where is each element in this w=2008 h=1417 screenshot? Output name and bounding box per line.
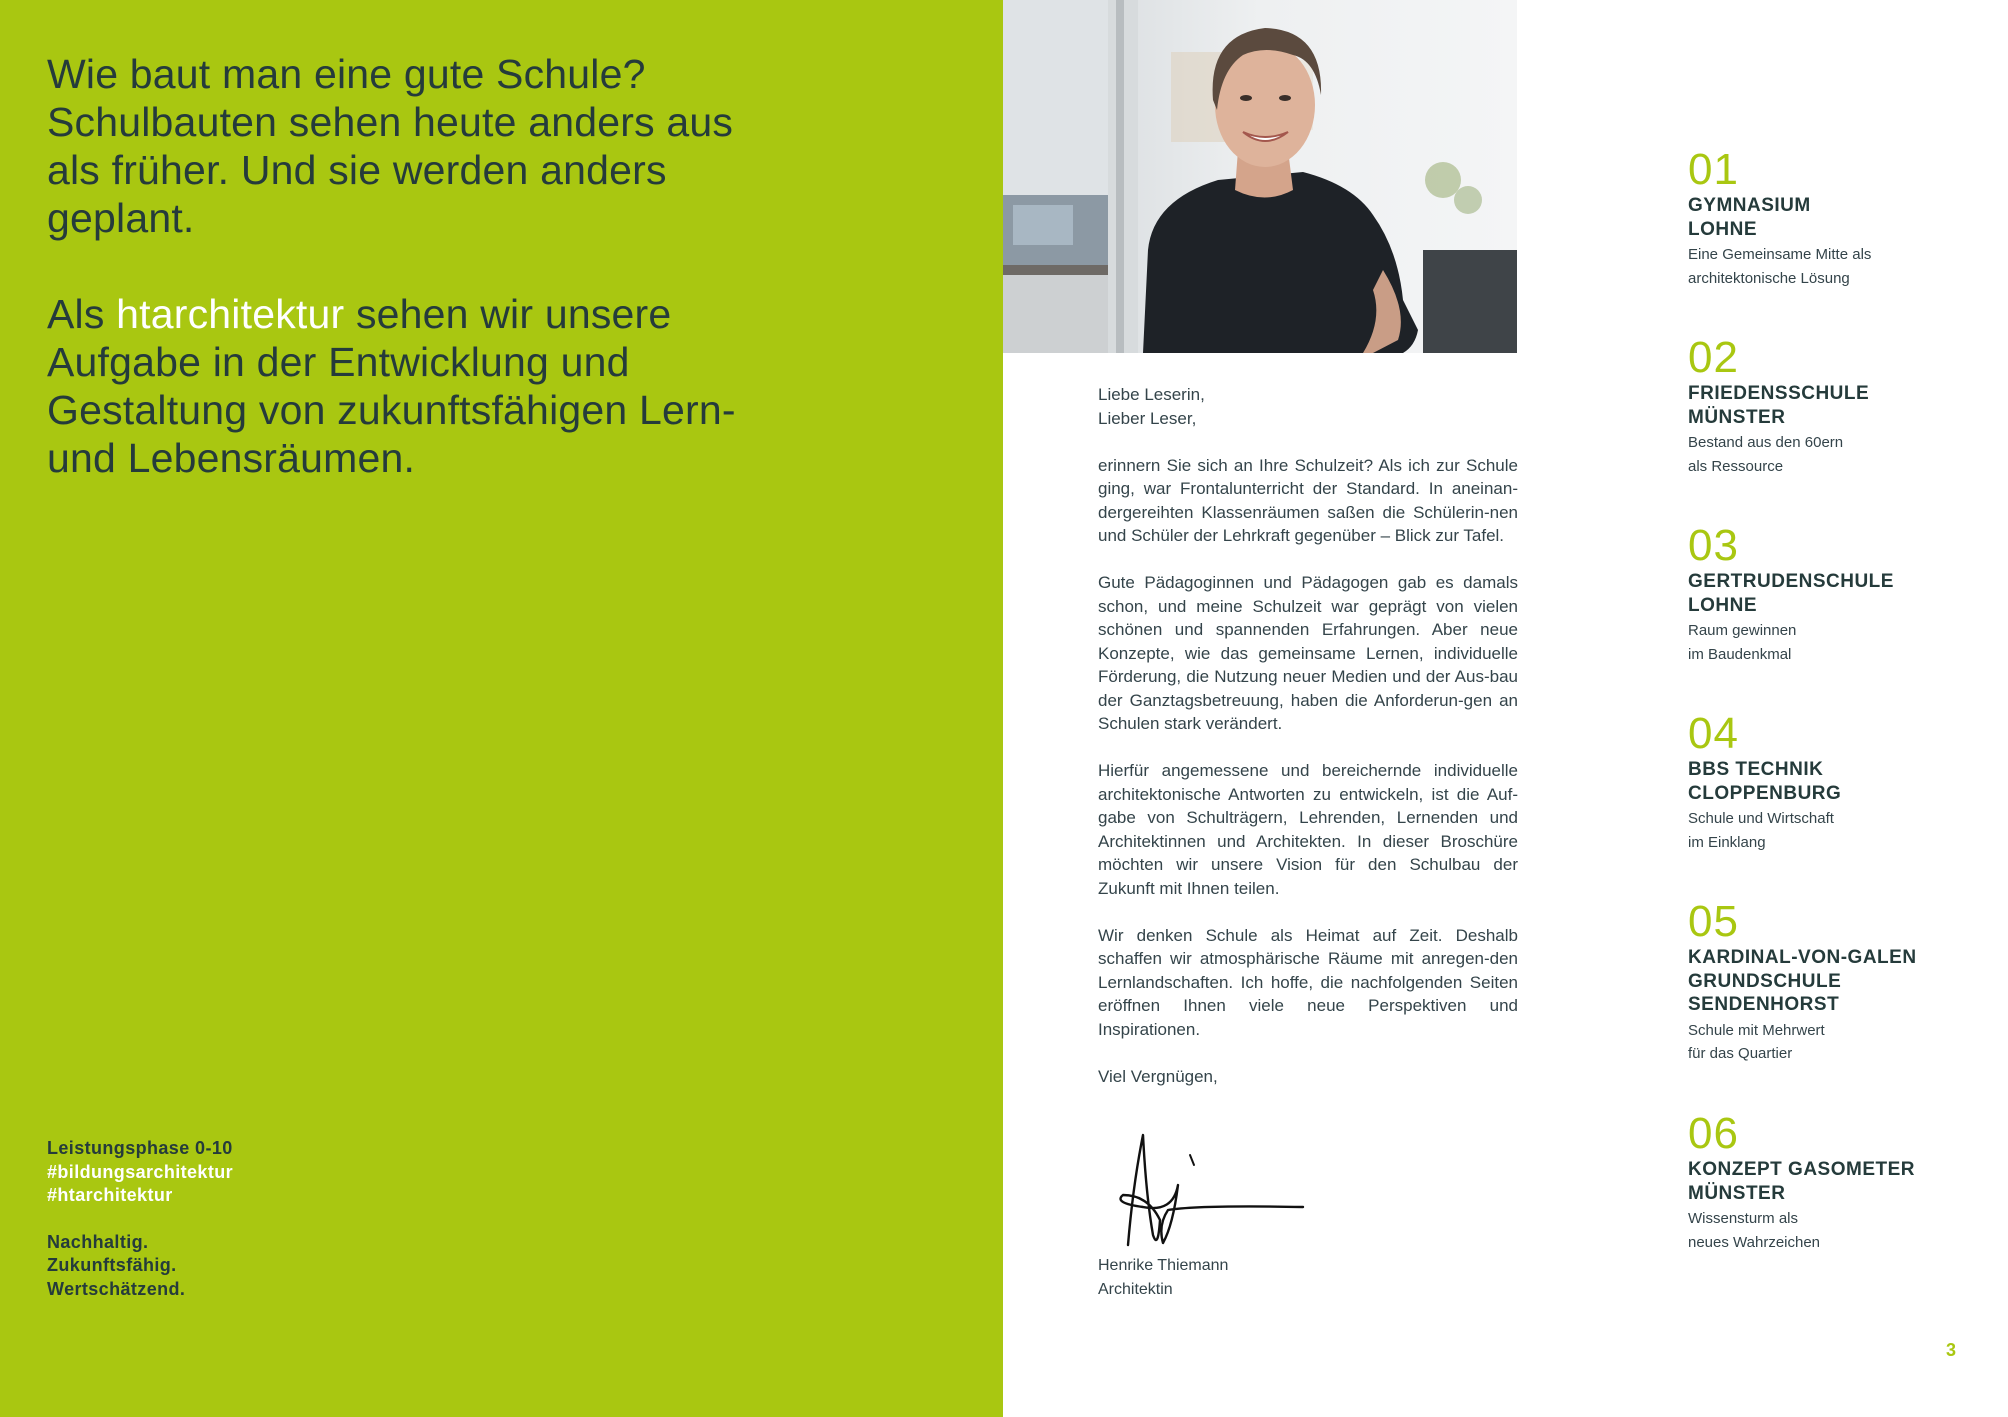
closing: Viel Vergnügen, (1098, 1066, 1218, 1086)
salutation (1098, 383, 1518, 430)
toc-title: KARDINAL-VON-GALEN GRUNDSCHULE SENDENHORST (1688, 947, 1917, 1015)
hashtag: #htarchitektur (47, 1185, 173, 1205)
signer-name: Henrike Thiemann (1098, 1257, 1229, 1274)
toc-subtitle: Schule und Wirtschaft im Einklang (1688, 810, 1834, 851)
toc-title: BBS TECHNIK CLOPPENBURG (1688, 759, 1842, 804)
toc-title: GYMNASIUM LOHNE (1688, 195, 1811, 240)
toc-number: 05 (1688, 897, 1739, 946)
hashtag: #bildungsarchitektur (47, 1161, 234, 1182)
toc-number: 02 (1688, 333, 1739, 382)
value-statement: Wertschätzend. (47, 1278, 186, 1299)
toc-title: KONZEPT GASOMETER MÜNSTER (1688, 1159, 1916, 1204)
toc-title: GERTRUDENSCHULE LOHNE (1688, 571, 1894, 616)
toc-item[interactable] (1688, 521, 1988, 666)
value-statement: Zukunftsfähig. (47, 1255, 177, 1275)
salutation-line: Liebe Leserin, (1098, 385, 1205, 404)
brand-name: htarchitektur (116, 291, 345, 337)
page-number: 3 (1946, 1340, 1957, 1360)
toc-number: 01 (1688, 145, 1739, 194)
letter-paragraph: Gute Pädagoginnen und Pädagogen gab es damals schon, und meine Schulzeit war geprägt von vielen schönen und spannenden Erfahrungen. Aber neue Konzepte, wie das gemeinsame Lernen, individuelle Förderung, die Nutzung neuer Medien und der Aus-bau der Ganztagsbetreuung, haben die Anforderun-gen an Schulen stark verändert. (1098, 573, 1518, 733)
salutation-line: Lieber Leser, (1098, 408, 1197, 428)
toc-subtitle: Schule mit Mehrwert für das Quartier (1688, 1021, 1825, 1062)
signer-role: Architektin (1098, 1281, 1173, 1298)
toc-item[interactable] (1688, 333, 1988, 478)
portrait-photo (1003, 0, 1517, 353)
toc-number: 04 (1688, 709, 1739, 758)
toc-item[interactable] (1688, 897, 1988, 1066)
mission-suffix: sehen wir unsere Aufgabe in der Entwicklung und Gestaltung von zukunftsfähigen Lern- und Lebensräumen. (47, 291, 736, 481)
letter-paragraph: Hierfür angemessene und bereichernde individuelle architektonische Antworten zu entwickeln, ist die Auf-gabe von Schulträgern, Lehrenden, Lernenden und Architektinnen und Architekten. In dieser Broschüre möchten wir unsere Vision für den Schulbau der Zukunft mit Ihnen teilen. (1098, 761, 1518, 898)
letter-paragraph: Wir denken Schule als Heimat auf Zeit. Deshalb schaffen wir atmosphärische Räume mit anregen-den Lernlandschaften. Ich hoffe, die nachfolgenden Seiten eröffnen Ihnen viele neue Perspektiven und Inspirationen. (1098, 925, 1518, 1039)
toc-number: 06 (1688, 1109, 1739, 1158)
signer (1098, 1254, 1228, 1302)
toc-subtitle: Bestand aus den 60ern als Ressource (1688, 434, 1844, 475)
tag-block (47, 1137, 233, 1301)
signature (1118, 1125, 1308, 1250)
toc-subtitle: Wissensturm als neues Wahrzeichen (1688, 1210, 1821, 1251)
toc-item[interactable] (1688, 709, 1988, 854)
toc-item[interactable] (1688, 145, 1988, 290)
intro-mission (47, 290, 747, 482)
letter-body (1098, 383, 1518, 1112)
green-panel (0, 0, 1003, 1417)
toc-item[interactable] (1688, 1109, 1988, 1254)
letter-paragraph: erinnern Sie sich an Ihre Schulzeit? Als ich zur Schule ging, war Frontalunterricht der Standard. In aneinan-dergereihten Klassenräumen saßen die Schülerin-nen und Schüler der Lehrkraft gegenüber – Blick zur Tafel. (1098, 455, 1518, 545)
mission-prefix: Als (47, 291, 117, 337)
intro-headline: Wie baut man eine gute Schule? Schulbauten sehen heute anders aus als früher. Und sie werden anders geplant. (47, 51, 734, 241)
toc-subtitle: Raum gewinnen im Baudenkmal (1688, 622, 1797, 663)
toc-number: 03 (1688, 521, 1739, 570)
service-phase: Leistungsphase 0-10 (47, 1138, 233, 1158)
toc-subtitle: Eine Gemeinsame Mitte als architektonische Lösung (1688, 246, 1872, 287)
intro-text (47, 50, 747, 530)
value-statement: Nachhaltig. (47, 1231, 149, 1252)
toc-title: FRIEDENSSCHULE MÜNSTER (1688, 383, 1870, 428)
